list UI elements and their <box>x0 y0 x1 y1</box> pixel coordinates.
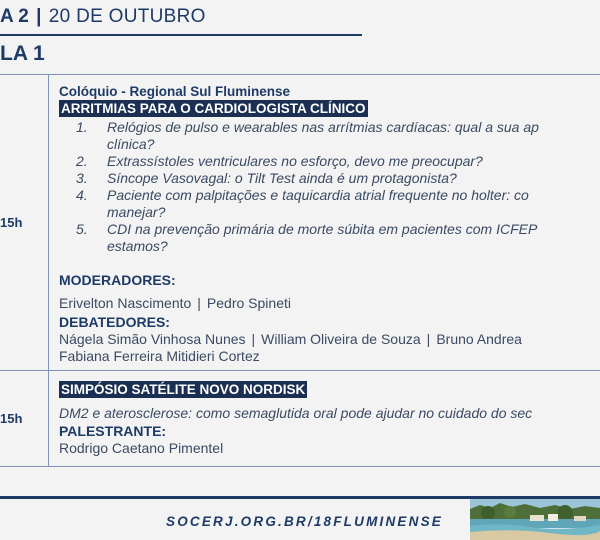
list-item: 1. Relógios de pulso e wearables nas arrítmias cardíacas: qual a sua ap clínica? <box>76 119 539 152</box>
footer-url: SOCERJ.ORG.BR/18FLUMINENSE <box>166 514 443 529</box>
header-separator: | <box>36 6 42 27</box>
table-bottom-border <box>0 466 600 467</box>
room-title: LA 1 <box>0 42 45 65</box>
landscape-image <box>470 499 600 540</box>
topic-list <box>59 119 600 255</box>
list-item: 5. CDI na prevenção primária de morte súbita em pacientes com ICFEP estamos? <box>76 221 538 254</box>
footer-landscape-photo <box>470 499 600 540</box>
table-top-border <box>0 74 600 75</box>
event-date: 20 DE OUTUBRO <box>48 6 206 27</box>
session-coloquio <box>59 83 600 366</box>
event-type: Colóquio - Regional Sul Fluminense <box>59 84 291 99</box>
debaters-label: DEBATEDORES: <box>59 313 170 330</box>
day-label: A 2 <box>0 6 29 27</box>
talk-title: DM2 e aterosclerose: como semaglutida oral pode ajudar no cuidado do sec <box>59 405 533 421</box>
session-simposio <box>59 381 600 458</box>
speaker-label: PALESTRANTE: <box>59 423 167 439</box>
list-item: 4. Paciente com palpitações e taquicardia atrial frequente no holter: co manejar? <box>76 187 529 220</box>
header-rule <box>0 34 362 36</box>
debaters-names-line2: Fabiana Ferreira Mitidieri Cortez <box>59 348 260 364</box>
session-time: 15h <box>0 215 23 230</box>
moderators-label: MODERADORES: <box>59 272 176 288</box>
session-title-banner: ARRITMIAS PARA O CARDIOLOGISTA CLÍNICO <box>61 101 366 116</box>
session-time: 15h <box>0 411 23 426</box>
table-column-divider <box>48 74 49 466</box>
debaters-names: Nágela Simão Vinhosa Nunes | William Oliveira de Souza | Bruno Andrea <box>59 330 522 347</box>
table-row-divider <box>0 370 600 371</box>
session-title-banner: SIMPÓSIO SATÉLITE NOVO NORDISK <box>61 382 306 397</box>
list-item: 3. Síncope Vasovagal: o Tilt Test ainda é um protagonista? <box>76 170 457 186</box>
day-header <box>0 6 206 28</box>
list-item: 2. Extrassístoles ventriculares no esforço, devo me preocupar? <box>76 153 483 169</box>
speaker-name: Rodrigo Caetano Pimentel <box>59 440 224 456</box>
moderators-names: Erivelton Nascimento | Pedro Spineti <box>59 295 291 311</box>
